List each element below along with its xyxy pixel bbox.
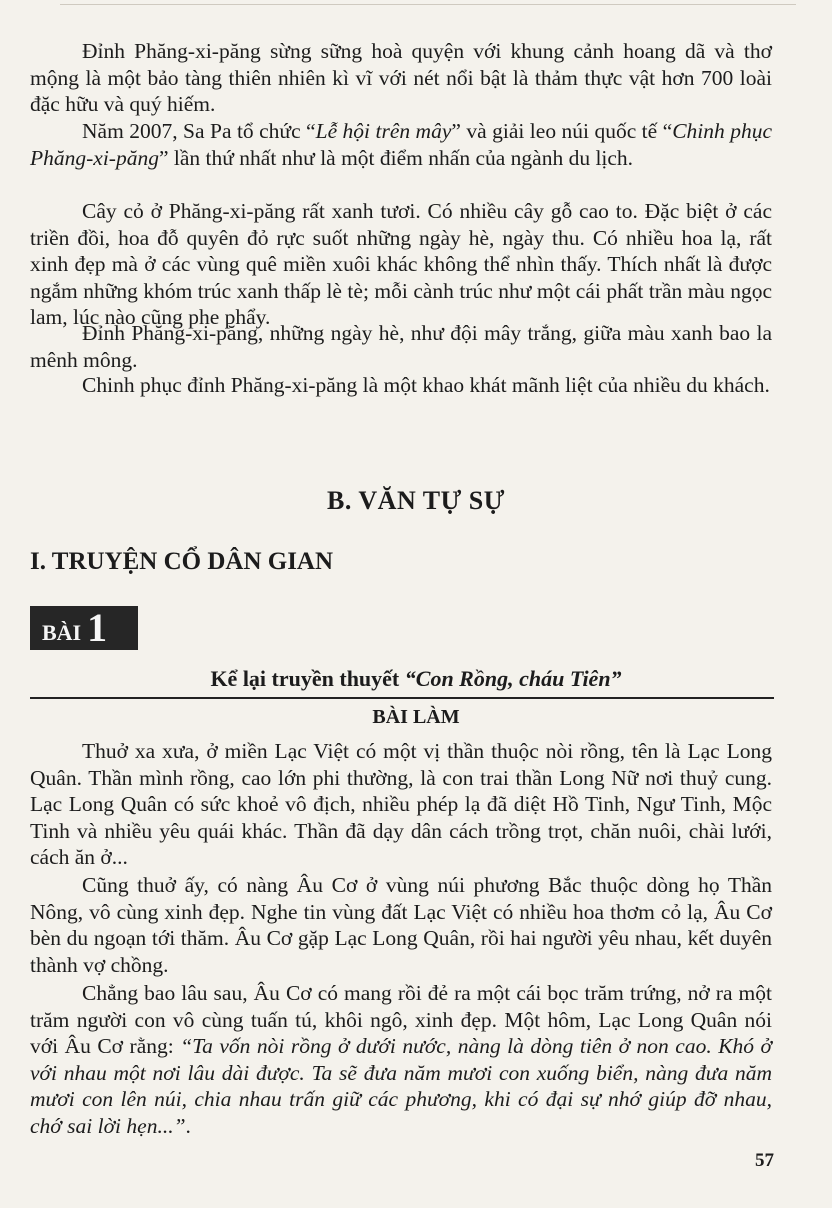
lesson-title-prefix: Kể lại truyền thuyết xyxy=(210,666,405,691)
lesson-title-italic: “Con Rồng, cháu Tiên” xyxy=(404,666,622,691)
paragraph-hundred-eggs xyxy=(30,980,772,1139)
section-heading-narrative: B. VĂN TỰ SỰ xyxy=(327,486,505,515)
lesson-badge-number: 1 xyxy=(87,605,108,650)
hundred-eggs-end: . xyxy=(185,1113,191,1138)
subsection-heading-folktales: I. TRUYỆN CỔ DÂN GIAN xyxy=(30,548,334,575)
festival-text-3: ” lần thứ nhất như là một điểm nhấn của ngành du lịch. xyxy=(158,145,634,170)
contest-name-italic: Chinh phục Phăng-xi-păng xyxy=(30,119,772,170)
lesson-badge-label: BÀI xyxy=(42,620,82,645)
lesson-title xyxy=(0,666,832,692)
paragraph-lac-long-quan: Thuở xa xưa, ở miền Lạc Việt có một vị thần thuộc nòi rồng, tên là Lạc Long Quân. Thần mình rồng, cao lớn phi thường, là con trai thần Long Nữ nơi thuỷ cung. Lạc Long Quân có sức khoẻ vô địch, nhiều phép lạ đã diệt Hồ Tinh, Ngư Tinh, Mộc Tinh và nhiều yêu quái khác. Thần đã dạy dân cách trồng trọt, chăn nuôi, chài lưới, cách ăn ở... xyxy=(30,739,772,869)
lesson-title-rule xyxy=(30,697,774,699)
top-edge-rule xyxy=(60,4,796,5)
paragraph-au-co: Cũng thuở ấy, có nàng Âu Cơ ở vùng núi phương Bắc thuộc dòng họ Thần Nông, vô cùng xinh đẹp. Nghe tin vùng đất Lạc Việt có nhiều hoa thơm cỏ lạ, Âu Cơ bèn du ngoạn tới thăm. Âu Cơ gặp Lạc Long Quân, rồi hai người yêu nhau, kết duyên thành vợ chồng. xyxy=(30,873,772,977)
lac-long-quan-quote: “Ta vốn nòi rồng ở dưới nước, nàng là dòng tiên ở non cao. Khó ở với nhau một nơi lâu dài được. Ta sẽ đưa năm mươi con xuống biển, nàng đưa năm mươi con lên núi, chia nhau trấn giữ các phương, khi có đại sự nhớ giúp đỡ nhau, chớ sai lời hẹn...” xyxy=(30,1034,772,1138)
page-number: 57 xyxy=(755,1150,774,1171)
paragraph-fansipan-museum: Đỉnh Phăng-xi-păng sừng sững hoà quyện với khung cảnh hoang dã và thơ mộng là một bảo tàng thiên nhiên kì vĩ với nét nổi bật là thảm thực vật hơn 700 loài đặc hữu và quý hiếm. xyxy=(30,39,772,116)
paragraph-conquer: Chinh phục đỉnh Phăng-xi-păng là một khao khát mãnh liệt của nhiều du khách. xyxy=(82,373,770,397)
paragraph-plants: Cây cỏ ở Phăng-xi-păng rất xanh tươi. Có nhiều cây gỗ cao to. Đặc biệt ở các triền đồi, hoa đỗ quyên đỏ rực suốt những ngày hè, ngày thu. Có nhiều hoa lạ, rất xinh đẹp mà ở các vùng quê miền xuôi khác không thể nhìn thấy. Thích nhất là được ngắm những khóm trúc xanh thấp lè tè; mỗi cành trúc như một cái phất trần màu ngọc lam, lúc nào cũng phe phẩy. xyxy=(30,199,772,329)
festival-text-2: ” và giải leo núi quốc tế “ xyxy=(451,119,673,143)
festival-text-1: Năm 2007, Sa Pa tổ chức “ xyxy=(82,119,316,143)
hundred-eggs-text: Chẳng bao lâu sau, Âu Cơ có mang rồi đẻ ra một cái bọc trăm trứng, nở ra một trăm người con vô cùng tuấn tú, khôi ngô, xinh đẹp. Một hôm, Lạc Long Quân nói với Âu Cơ rằng: xyxy=(30,981,772,1058)
paragraph-sapa-festival xyxy=(30,118,772,171)
paragraph-summer-clouds: Đỉnh Phăng-xi-păng, những ngày hè, như đội mây trắng, giữa màu xanh bao la mênh mông. xyxy=(30,321,772,372)
festival-name-italic: Lễ hội trên mây xyxy=(315,119,452,143)
essay-heading: BÀI LÀM xyxy=(372,706,460,728)
lesson-badge xyxy=(30,606,138,650)
